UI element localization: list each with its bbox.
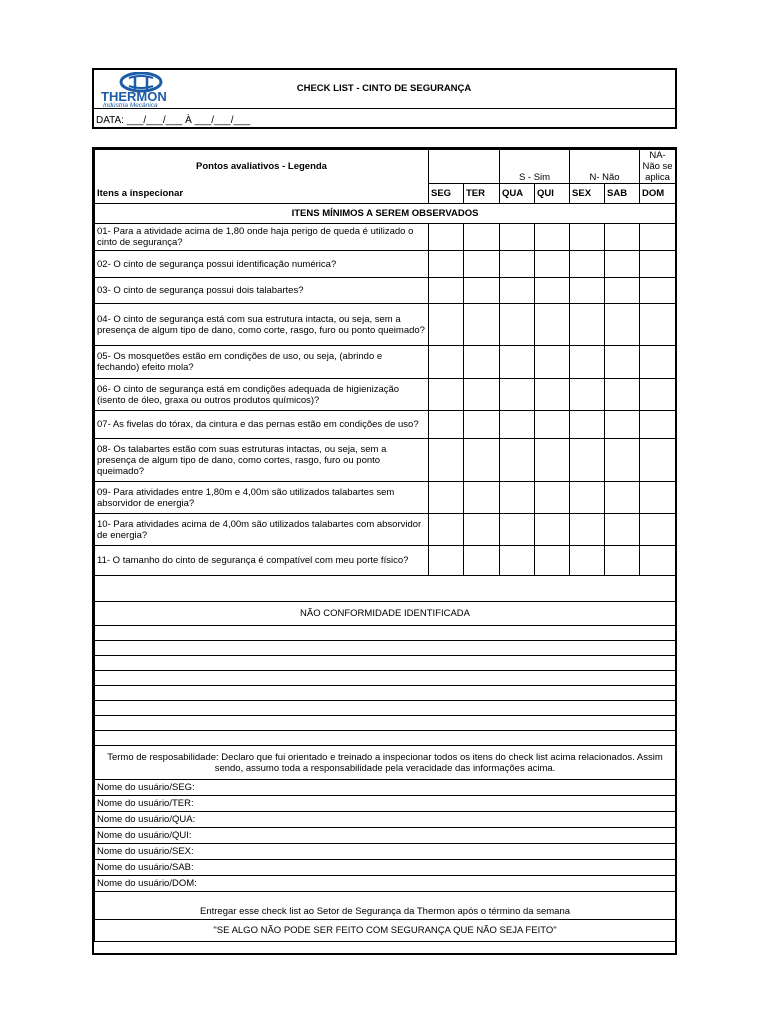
answer-cell[interactable] <box>500 224 535 251</box>
legend-title: Pontos avaliativos - Legenda <box>95 150 429 184</box>
nonconformity-line[interactable] <box>95 686 676 701</box>
legend-sim: S - Sim <box>500 150 570 184</box>
answer-cell[interactable] <box>500 482 535 514</box>
question-text: 07- As fivelas do tórax, da cintura e das pernas estão em condições de uso? <box>95 411 429 439</box>
answer-cell[interactable] <box>464 251 500 278</box>
answer-cell[interactable] <box>605 251 640 278</box>
answer-cell[interactable] <box>429 278 464 304</box>
answer-cell[interactable] <box>535 379 570 411</box>
checklist-table <box>94 149 676 942</box>
answer-cell[interactable] <box>535 251 570 278</box>
table-row <box>95 546 676 576</box>
answer-cell[interactable] <box>605 379 640 411</box>
answer-cell[interactable] <box>464 439 500 482</box>
answer-cell[interactable] <box>500 278 535 304</box>
user-name-field[interactable]: Nome do usuário/TER: <box>95 796 676 812</box>
day-header: SEG <box>429 184 464 204</box>
table-row <box>95 346 676 379</box>
date-field[interactable]: DATA: ___/___/___ À ___/___/___ <box>96 115 251 126</box>
answer-cell[interactable] <box>640 482 676 514</box>
answer-cell[interactable] <box>535 346 570 379</box>
table-row <box>95 251 676 278</box>
answer-cell[interactable] <box>605 278 640 304</box>
question-text: 02- O cinto de segurança possui identificação numérica? <box>95 251 429 278</box>
question-text: 08- Os talabartes estão com suas estruturas intactas, ou seja, sem a presença de algum tipo de dano, como cortes, rasgo, furo ou ponto queimado? <box>95 439 429 482</box>
question-text: 09- Para atividades entre 1,80m e 4,00m são utilizados talabartes sem absorvidor de energia? <box>95 482 429 514</box>
question-text: 01- Para a atividade acima de 1,80 onde haja perigo de queda é utilizado o cinto de segurança? <box>95 224 429 251</box>
table-row <box>95 278 676 304</box>
answer-cell[interactable] <box>640 278 676 304</box>
items-label: Itens a inspecionar <box>95 184 429 204</box>
question-text: 05- Os mosquetões estão em condições de uso, ou seja, (abrindo e fechando) efeito mola? <box>95 346 429 379</box>
answer-cell[interactable] <box>570 411 605 439</box>
answer-cell[interactable] <box>570 379 605 411</box>
question-text: 04- O cinto de segurança está com sua estrutura intacta, ou seja, sem a presença de algum tipo de dano, como corte, rasgo, furo ou ponto queimado? <box>95 304 429 346</box>
answer-cell[interactable] <box>464 411 500 439</box>
nonconformity-line[interactable] <box>95 641 676 656</box>
answer-cell[interactable] <box>429 482 464 514</box>
user-name-field[interactable]: Nome do usuário/DOM: <box>95 876 676 892</box>
blank-row <box>95 576 676 602</box>
table-row <box>95 482 676 514</box>
answer-cell[interactable] <box>535 224 570 251</box>
answer-cell[interactable] <box>464 346 500 379</box>
answer-cell[interactable] <box>429 546 464 576</box>
answer-cell[interactable] <box>605 439 640 482</box>
day-header: QUI <box>535 184 570 204</box>
thermon-logo-icon <box>99 72 199 108</box>
answer-cell[interactable] <box>429 251 464 278</box>
answer-cell[interactable] <box>535 546 570 576</box>
answer-cell[interactable] <box>640 546 676 576</box>
answer-cell[interactable] <box>535 482 570 514</box>
question-text: 06- O cinto de segurança está em condições adequada de higienização (isento de óleo, graxa ou outros produtos químicos)? <box>95 379 429 411</box>
question-text: 03- O cinto de segurança possui dois talabartes? <box>95 278 429 304</box>
nonconformity-title: NÃO CONFORMIDADE IDENTIFICADA <box>95 602 676 626</box>
answer-cell[interactable] <box>605 304 640 346</box>
table-row <box>95 304 676 346</box>
answer-cell[interactable] <box>464 546 500 576</box>
answer-cell[interactable] <box>500 514 535 546</box>
day-header: DOM <box>640 184 676 204</box>
page-title: CHECK LIST - CINTO DE SEGURANÇA <box>296 83 472 94</box>
logo-subtext: Indústria Mecânica <box>103 102 158 108</box>
answer-cell[interactable] <box>500 411 535 439</box>
nonconformity-line[interactable] <box>95 716 676 731</box>
legend-na: NA- Não se aplica <box>640 150 676 184</box>
user-name-field[interactable]: Nome do usuário/SEX: <box>95 844 676 860</box>
answer-cell[interactable] <box>535 304 570 346</box>
answer-cell[interactable] <box>429 379 464 411</box>
answer-cell[interactable] <box>500 304 535 346</box>
user-name-field[interactable]: Nome do usuário/SEG: <box>95 780 676 796</box>
answer-cell[interactable] <box>605 346 640 379</box>
answer-cell[interactable] <box>640 379 676 411</box>
answer-cell[interactable] <box>640 304 676 346</box>
thermon-logo <box>99 72 199 108</box>
question-text: 11- O tamanho do cinto de segurança é compatível com meu porte físico? <box>95 546 429 576</box>
answer-cell[interactable] <box>535 411 570 439</box>
nonconformity-line[interactable] <box>95 626 676 641</box>
answer-cell[interactable] <box>464 379 500 411</box>
section-title: ITENS MÍNIMOS A SEREM OBSERVADOS <box>95 204 676 224</box>
answer-cell[interactable] <box>640 514 676 546</box>
user-name-field[interactable]: Nome do usuário/QUA: <box>95 812 676 828</box>
header-divider <box>94 108 675 109</box>
answer-cell[interactable] <box>570 251 605 278</box>
day-header: QUA <box>500 184 535 204</box>
answer-cell[interactable] <box>605 411 640 439</box>
answer-cell[interactable] <box>535 514 570 546</box>
nonconformity-line[interactable] <box>95 656 676 671</box>
answer-cell[interactable] <box>429 514 464 546</box>
answer-cell[interactable] <box>464 224 500 251</box>
answer-cell[interactable] <box>429 439 464 482</box>
day-header: TER <box>464 184 500 204</box>
answer-cell[interactable] <box>429 224 464 251</box>
table-row <box>95 224 676 251</box>
answer-cell[interactable] <box>605 224 640 251</box>
answer-cell[interactable] <box>570 514 605 546</box>
checklist-form <box>92 147 677 955</box>
answer-cell[interactable] <box>500 379 535 411</box>
answer-cell[interactable] <box>429 411 464 439</box>
answer-cell[interactable] <box>570 346 605 379</box>
logo-wordmark: THERMON <box>101 89 167 104</box>
answer-cell[interactable] <box>640 346 676 379</box>
user-name-field[interactable]: Nome do usuário/SAB: <box>95 860 676 876</box>
answer-cell[interactable] <box>500 346 535 379</box>
nonconformity-line[interactable] <box>95 671 676 686</box>
answer-cell[interactable] <box>429 304 464 346</box>
answer-cell[interactable] <box>640 439 676 482</box>
answer-cell[interactable] <box>605 482 640 514</box>
day-header: SEX <box>570 184 605 204</box>
answer-cell[interactable] <box>640 224 676 251</box>
answer-cell[interactable] <box>640 411 676 439</box>
day-header: SAB <box>605 184 640 204</box>
answer-cell[interactable] <box>570 439 605 482</box>
table-row <box>95 514 676 546</box>
answer-cell[interactable] <box>570 546 605 576</box>
answer-cell[interactable] <box>500 251 535 278</box>
answer-cell[interactable] <box>464 304 500 346</box>
table-row <box>95 439 676 482</box>
answer-cell[interactable] <box>464 278 500 304</box>
answer-cell[interactable] <box>429 346 464 379</box>
form-header <box>92 68 677 129</box>
delivery-note: Entregar esse check list ao Setor de Segurança da Thermon após o término da semana <box>95 892 676 920</box>
answer-cell[interactable] <box>640 251 676 278</box>
table-row <box>95 411 676 439</box>
answer-cell[interactable] <box>570 482 605 514</box>
answer-cell[interactable] <box>570 304 605 346</box>
answer-cell[interactable] <box>464 514 500 546</box>
answer-cell[interactable] <box>605 546 640 576</box>
answer-cell[interactable] <box>500 439 535 482</box>
nonconformity-line[interactable] <box>95 731 676 746</box>
user-name-field[interactable]: Nome do usuário/QUI: <box>95 828 676 844</box>
question-text: 10- Para atividades acima de 4,00m são utilizados talabartes com absorvidor de energia? <box>95 514 429 546</box>
table-row <box>95 379 676 411</box>
answer-cell[interactable] <box>570 224 605 251</box>
answer-cell[interactable] <box>570 278 605 304</box>
legend-nao: N- Não <box>570 150 640 184</box>
nonconformity-line[interactable] <box>95 701 676 716</box>
answer-cell[interactable] <box>464 482 500 514</box>
safety-motto: "SE ALGO NÃO PODE SER FEITO COM SEGURANÇA QUE NÃO SEJA FEITO" <box>95 920 676 942</box>
responsibility-term: Termo de resposabilidade: Declaro que fui orientado e treinado a inspecionar todos os itens do check list acima relacionados. Assim sendo, assumo toda a responsabilidade pela veracidade das informações acima. <box>95 746 676 780</box>
answer-cell[interactable] <box>605 514 640 546</box>
answer-cell[interactable] <box>535 278 570 304</box>
answer-cell[interactable] <box>535 439 570 482</box>
answer-cell[interactable] <box>500 546 535 576</box>
